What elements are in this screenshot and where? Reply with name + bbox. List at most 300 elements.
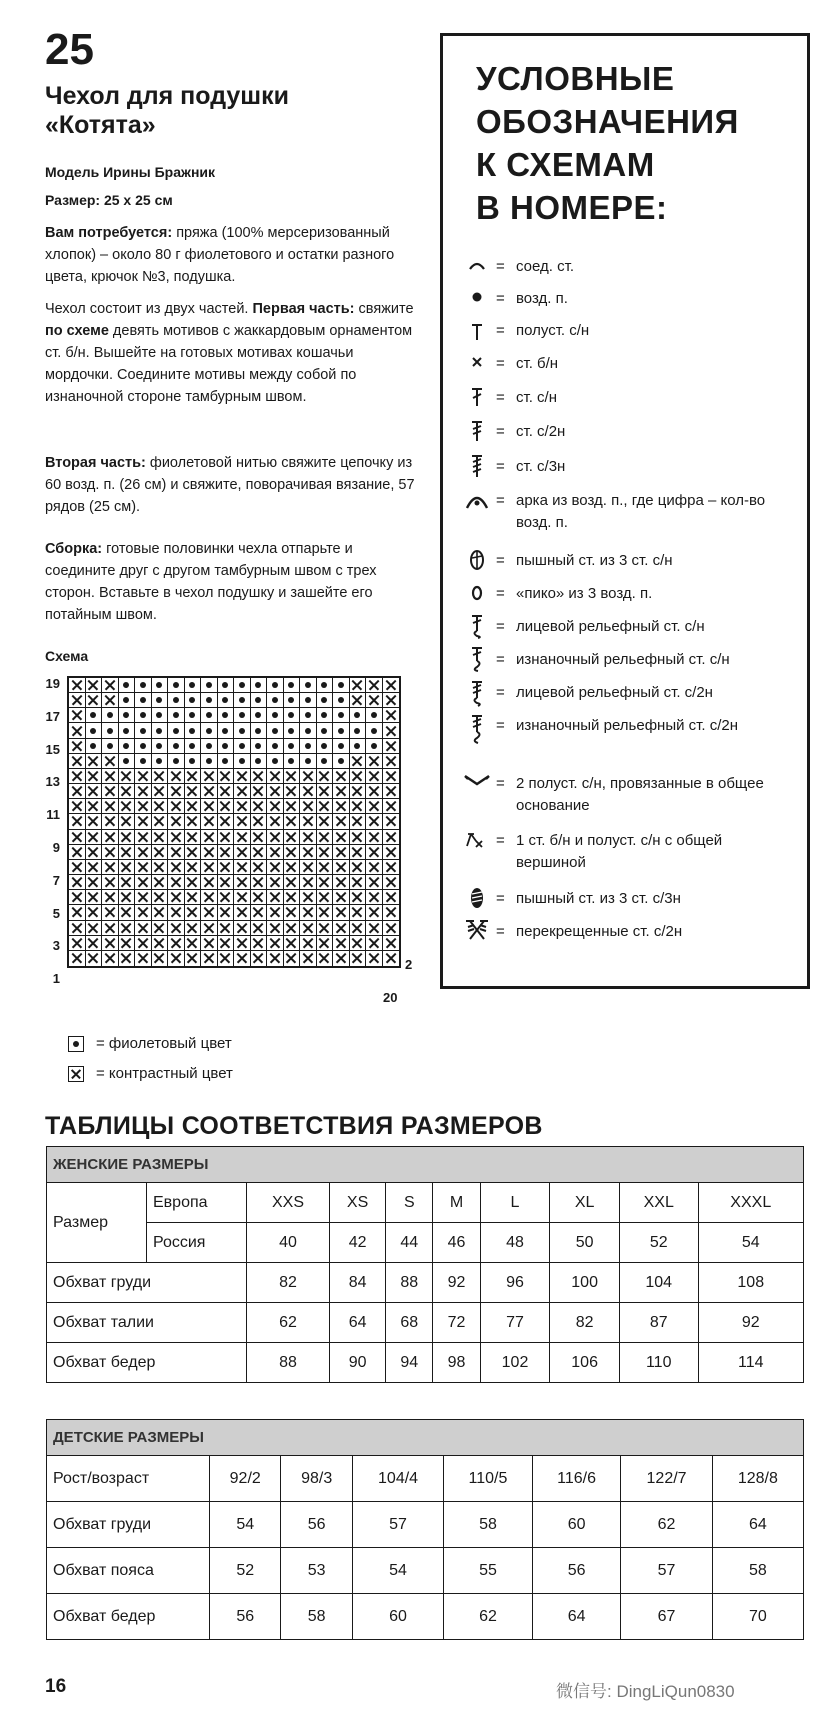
row-label: Обхват бедер <box>47 1594 210 1640</box>
back-post-tr-icon <box>460 713 494 745</box>
contrast-cell <box>317 860 334 875</box>
part1-text-b: девять мотивов с жаккардовым орнаментом ст. б/н. Вышейте на готовых мотивах кошачьи мордочки. Соедините мотивы между собой по изнаночной стороне тамбурным швом. <box>45 323 413 405</box>
contrast-cell <box>300 921 317 936</box>
equals-sign: = <box>496 717 505 734</box>
contrast-cell <box>218 905 235 920</box>
contrast-cell <box>284 905 301 920</box>
purple-cell <box>333 739 350 754</box>
europe-label: Европа <box>147 1183 247 1223</box>
contrast-cell <box>102 678 119 693</box>
contrast-cell <box>284 951 301 966</box>
table-cell: 114 <box>698 1343 803 1383</box>
chart-grid <box>67 676 401 968</box>
pattern-title <box>45 82 375 140</box>
table-cell: XXS <box>247 1183 330 1223</box>
purple-cell <box>201 739 218 754</box>
purple-cell <box>234 754 251 769</box>
contrast-cell <box>152 845 169 860</box>
contrast-cell <box>383 845 400 860</box>
contrast-cell <box>102 830 119 845</box>
contrast-cell <box>152 860 169 875</box>
contrast-cell <box>102 693 119 708</box>
contrast-cell <box>333 890 350 905</box>
purple-cell <box>317 723 334 738</box>
purple-cell <box>119 754 136 769</box>
contrast-cell <box>86 845 103 860</box>
intro-text: Чехол состоит из двух частей. <box>45 301 249 317</box>
purple-cell <box>317 708 334 723</box>
contrast-cell <box>152 814 169 829</box>
contrast-cell <box>267 814 284 829</box>
legend-purple: = фиолетовый цвет <box>96 1035 232 1052</box>
contrast-cell <box>251 784 268 799</box>
symbols-title-line: К СХЕМАМ <box>476 146 655 183</box>
contrast-cell <box>383 890 400 905</box>
contrast-cell <box>201 951 218 966</box>
contrast-cell <box>234 890 251 905</box>
purple-cell <box>333 708 350 723</box>
purple-cell <box>86 723 103 738</box>
equals-sign: = <box>496 458 505 475</box>
contrast-cell <box>251 921 268 936</box>
contrast-cell <box>251 875 268 890</box>
table-cell: 102 <box>480 1343 550 1383</box>
purple-cell <box>300 678 317 693</box>
title-line-1: Чехол для подушки <box>45 82 290 110</box>
row-label: Обхват груди <box>47 1263 247 1303</box>
table-cell: S <box>386 1183 433 1223</box>
contrast-cell <box>135 799 152 814</box>
table-cell: 96 <box>480 1263 550 1303</box>
contrast-cell <box>185 860 202 875</box>
purple-cell <box>185 693 202 708</box>
contrast-cell <box>102 845 119 860</box>
purple-cell <box>300 754 317 769</box>
contrast-cell <box>383 860 400 875</box>
contrast-cell <box>201 875 218 890</box>
contrast-cell <box>135 784 152 799</box>
equals-sign: = <box>496 258 505 275</box>
symbol-desc: возд. п. <box>516 290 568 307</box>
purple-cell <box>168 739 185 754</box>
contrast-cell <box>168 921 185 936</box>
table-cell: M <box>433 1183 480 1223</box>
purple-cell <box>300 693 317 708</box>
slip-stitch-icon <box>460 258 494 272</box>
contrast-cell <box>152 769 169 784</box>
contrast-cell <box>168 845 185 860</box>
symbol-desc: 1 ст. б/н и полуст. с/н с общей вершиной <box>516 832 723 871</box>
equals-sign: = <box>496 684 505 701</box>
symbol-desc: изнаночный рельефный ст. с/2н <box>516 717 738 734</box>
contrast-cell <box>168 890 185 905</box>
purple-cell <box>201 708 218 723</box>
purple-cell <box>152 708 169 723</box>
contrast-cell <box>218 936 235 951</box>
contrast-cell <box>102 951 119 966</box>
contrast-cell <box>234 936 251 951</box>
purple-cell <box>300 739 317 754</box>
purple-cell <box>135 754 152 769</box>
contrast-cell <box>69 769 86 784</box>
materials-text: пряжа (100% мерсеризованный хлопок) – около 80 г фиолетового и остатки разного цвета, крючок №3, подушка. <box>45 225 395 285</box>
purple-cell <box>119 693 136 708</box>
assembly-paragraph <box>45 538 415 626</box>
puff-stitch-icon <box>460 549 494 571</box>
assembly-text: готовые половинки чехла отпарьте и соедините друг с другом тамбурным швом с трех сторон. Вставьте в чехол подушку и зашейте его потайным швом. <box>45 541 377 623</box>
purple-cell <box>218 693 235 708</box>
purple-cell <box>218 739 235 754</box>
contrast-cell <box>102 936 119 951</box>
contrast-cell <box>86 830 103 845</box>
contrast-cell <box>251 814 268 829</box>
table-cell: 54 <box>210 1502 281 1548</box>
contrast-cell <box>201 814 218 829</box>
row-label: Рост/возраст <box>47 1456 210 1502</box>
contrast-cell <box>383 830 400 845</box>
row-number: 15 <box>45 742 60 757</box>
contrast-cell <box>284 845 301 860</box>
contrast-cell <box>284 830 301 845</box>
contrast-cell <box>383 754 400 769</box>
contrast-cell <box>317 769 334 784</box>
double-crochet-icon <box>460 386 494 408</box>
contrast-cell <box>350 830 367 845</box>
purple-cell <box>119 708 136 723</box>
purple-cell <box>86 739 103 754</box>
contrast-cell <box>251 860 268 875</box>
purple-cell <box>333 693 350 708</box>
purple-cell <box>168 723 185 738</box>
contrast-cell <box>251 845 268 860</box>
table-cell: 44 <box>386 1223 433 1263</box>
table-cell: 116/6 <box>532 1456 621 1502</box>
contrast-cell <box>135 860 152 875</box>
contrast-cell <box>102 921 119 936</box>
equals-sign: = <box>496 651 505 668</box>
contrast-cell <box>350 951 367 966</box>
contrast-cell <box>152 951 169 966</box>
table-cell: 64 <box>330 1303 386 1343</box>
cross-square-icon <box>68 1066 84 1082</box>
contrast-cell <box>201 936 218 951</box>
contrast-cell <box>366 845 383 860</box>
contrast-cell <box>86 951 103 966</box>
contrast-cell <box>366 799 383 814</box>
purple-cell <box>201 723 218 738</box>
contrast-cell <box>218 799 235 814</box>
contrast-cell <box>234 905 251 920</box>
contrast-cell <box>201 784 218 799</box>
contrast-cell <box>317 951 334 966</box>
table-cell: 64 <box>532 1594 621 1640</box>
purple-cell <box>119 678 136 693</box>
purple-cell <box>135 708 152 723</box>
table-cell: L <box>480 1183 550 1223</box>
symbols-title-line: В НОМЕРЕ: <box>476 189 668 226</box>
legend-contrast: = контрастный цвет <box>96 1065 233 1082</box>
contrast-cell <box>168 875 185 890</box>
table-cell: 58 <box>281 1594 352 1640</box>
table-cell: 48 <box>480 1223 550 1263</box>
purple-cell <box>251 723 268 738</box>
table-cell: 64 <box>712 1502 803 1548</box>
contrast-cell <box>135 814 152 829</box>
materials-label: Вам потребуется: <box>45 225 173 241</box>
table-cell: 106 <box>550 1343 620 1383</box>
contrast-cell <box>317 830 334 845</box>
purple-cell <box>201 678 218 693</box>
contrast-cell <box>86 693 103 708</box>
purple-cell <box>284 693 301 708</box>
contrast-cell <box>383 769 400 784</box>
equals-sign: = <box>496 423 505 440</box>
contrast-cell <box>350 936 367 951</box>
table-cell: 57 <box>352 1502 443 1548</box>
purple-cell <box>317 739 334 754</box>
contrast-cell <box>185 769 202 784</box>
table-cell: 68 <box>386 1303 433 1343</box>
purple-cell <box>267 754 284 769</box>
symbol-desc: соед. ст. <box>516 258 574 275</box>
contrast-cell <box>218 921 235 936</box>
contrast-cell <box>267 936 284 951</box>
table-cell: 70 <box>712 1594 803 1640</box>
contrast-cell <box>185 905 202 920</box>
table-row <box>47 1456 804 1502</box>
contrast-cell <box>201 860 218 875</box>
front-post-tr-icon <box>460 679 494 707</box>
part1-label: Первая часть: <box>252 301 355 317</box>
contrast-cell <box>119 830 136 845</box>
contrast-cell <box>333 845 350 860</box>
purple-cell <box>267 723 284 738</box>
purple-cell <box>135 678 152 693</box>
purple-cell <box>350 723 367 738</box>
table-cell: 52 <box>619 1223 698 1263</box>
row-number: 1 <box>52 971 60 986</box>
contrast-cell <box>168 784 185 799</box>
purple-cell <box>168 693 185 708</box>
purple-cell <box>284 723 301 738</box>
pattern-number: 25 <box>45 25 94 74</box>
contrast-cell <box>383 784 400 799</box>
contrast-cell <box>333 905 350 920</box>
schema-label: Схема <box>45 648 89 664</box>
contrast-cell <box>267 921 284 936</box>
purple-cell <box>267 678 284 693</box>
contrast-cell <box>366 890 383 905</box>
contrast-cell <box>234 814 251 829</box>
purple-cell <box>234 708 251 723</box>
purple-cell <box>152 693 169 708</box>
contrast-cell <box>86 875 103 890</box>
part2-paragraph <box>45 452 415 518</box>
contrast-cell <box>86 905 103 920</box>
contrast-cell <box>317 814 334 829</box>
symbol-desc: ст. с/н <box>516 389 557 406</box>
contrast-cell <box>284 860 301 875</box>
contrast-cell <box>168 769 185 784</box>
row-number: 7 <box>52 873 60 888</box>
contrast-cell <box>333 875 350 890</box>
table-cell: 72 <box>433 1303 480 1343</box>
purple-cell <box>234 693 251 708</box>
table-cell: 46 <box>433 1223 480 1263</box>
contrast-cell <box>218 845 235 860</box>
contrast-cell <box>383 678 400 693</box>
row-number-right: 2 <box>405 957 413 972</box>
contrast-cell <box>69 708 86 723</box>
row-label: Обхват бедер <box>47 1343 247 1383</box>
table-cell: 122/7 <box>621 1456 712 1502</box>
contrast-cell <box>86 799 103 814</box>
dot-square-icon <box>68 1036 84 1052</box>
contrast-cell <box>102 875 119 890</box>
purple-cell <box>366 708 383 723</box>
contrast-cell <box>86 936 103 951</box>
purple-cell <box>152 723 169 738</box>
symbol-desc: полуст. с/н <box>516 322 590 339</box>
hdc-decrease-icon <box>460 773 494 787</box>
contrast-cell <box>119 921 136 936</box>
contrast-cell <box>69 921 86 936</box>
contrast-cell <box>69 845 86 860</box>
part1-text-a: свяжите <box>358 301 414 317</box>
size-label: Размер <box>47 1183 147 1263</box>
assembly-label: Сборка: <box>45 541 103 557</box>
women-table-header: ЖЕНСКИЕ РАЗМЕРЫ <box>47 1147 804 1183</box>
symbol-desc: ст. б/н <box>516 355 559 372</box>
purple-cell <box>185 739 202 754</box>
purple-cell <box>251 693 268 708</box>
contrast-cell <box>69 799 86 814</box>
purple-cell <box>333 754 350 769</box>
contrast-cell <box>251 890 268 905</box>
contrast-cell <box>333 830 350 845</box>
contrast-cell <box>234 845 251 860</box>
symbol-desc: ст. с/3н <box>516 458 566 475</box>
contrast-cell <box>350 814 367 829</box>
table-cell: 56 <box>281 1502 352 1548</box>
kids-sizes-table <box>46 1419 804 1640</box>
contrast-cell <box>201 830 218 845</box>
contrast-cell <box>383 814 400 829</box>
contrast-cell <box>152 875 169 890</box>
contrast-cell <box>267 875 284 890</box>
contrast-cell <box>119 860 136 875</box>
table-cell: 54 <box>352 1548 443 1594</box>
single-crochet-icon <box>460 355 494 369</box>
purple-cell <box>284 739 301 754</box>
contrast-cell <box>350 678 367 693</box>
contrast-cell <box>333 769 350 784</box>
purple-cell <box>201 693 218 708</box>
contrast-cell <box>383 739 400 754</box>
contrast-cell <box>185 951 202 966</box>
contrast-cell <box>152 830 169 845</box>
contrast-cell <box>185 890 202 905</box>
purple-cell <box>234 723 251 738</box>
contrast-cell <box>366 678 383 693</box>
table-cell: 108 <box>698 1263 803 1303</box>
contrast-cell <box>218 814 235 829</box>
contrast-cell <box>119 905 136 920</box>
contrast-cell <box>168 814 185 829</box>
table-cell: 88 <box>247 1343 330 1383</box>
contrast-cell <box>317 784 334 799</box>
contrast-cell <box>350 921 367 936</box>
table-cell: 52 <box>210 1548 281 1594</box>
table-cell: XL <box>550 1183 620 1223</box>
contrast-cell <box>300 905 317 920</box>
purple-cell <box>333 678 350 693</box>
table-cell: 104 <box>619 1263 698 1303</box>
contrast-cell <box>350 784 367 799</box>
contrast-cell <box>135 875 152 890</box>
contrast-cell <box>119 845 136 860</box>
purple-cell <box>300 708 317 723</box>
contrast-cell <box>185 921 202 936</box>
table-cell: 90 <box>330 1343 386 1383</box>
row-label: Обхват груди <box>47 1502 210 1548</box>
table-cell: 42 <box>330 1223 386 1263</box>
purple-cell <box>267 693 284 708</box>
table-cell: 55 <box>444 1548 533 1594</box>
contrast-cell <box>69 875 86 890</box>
contrast-cell <box>300 814 317 829</box>
purple-cell <box>152 754 169 769</box>
contrast-cell <box>350 905 367 920</box>
contrast-cell <box>234 784 251 799</box>
contrast-cell <box>251 799 268 814</box>
contrast-cell <box>383 693 400 708</box>
table-cell: 82 <box>247 1263 330 1303</box>
contrast-cell <box>300 936 317 951</box>
women-sizes-table <box>46 1146 804 1383</box>
contrast-cell <box>152 799 169 814</box>
row-number: 9 <box>52 840 60 855</box>
symbol-desc: арка из возд. п., где цифра – кол-во возд. п. <box>516 492 766 531</box>
symbol-desc: ст. с/2н <box>516 423 566 440</box>
contrast-cell <box>119 769 136 784</box>
contrast-cell <box>201 799 218 814</box>
contrast-cell <box>383 708 400 723</box>
purple-cell <box>234 739 251 754</box>
table-cell: 53 <box>281 1548 352 1594</box>
table-cell: 87 <box>619 1303 698 1343</box>
row-number: 3 <box>52 938 60 953</box>
contrast-cell <box>102 784 119 799</box>
contrast-cell <box>69 830 86 845</box>
contrast-cell <box>284 769 301 784</box>
contrast-cell <box>69 784 86 799</box>
symbol-desc: изнаночный рельефный ст. с/н <box>516 651 730 668</box>
contrast-cell <box>267 769 284 784</box>
contrast-cell <box>251 769 268 784</box>
watermark: 微信号: DingLiQun0830 <box>556 1682 735 1701</box>
contrast-cell <box>69 678 86 693</box>
table-cell: 104/4 <box>352 1456 443 1502</box>
purple-cell <box>152 678 169 693</box>
chain-arch-icon <box>460 492 494 510</box>
purple-cell <box>366 739 383 754</box>
purple-cell <box>218 723 235 738</box>
contrast-cell <box>86 784 103 799</box>
equals-sign: = <box>496 618 505 635</box>
designer: Модель Ирины Бражник <box>45 164 216 180</box>
contrast-cell <box>201 921 218 936</box>
